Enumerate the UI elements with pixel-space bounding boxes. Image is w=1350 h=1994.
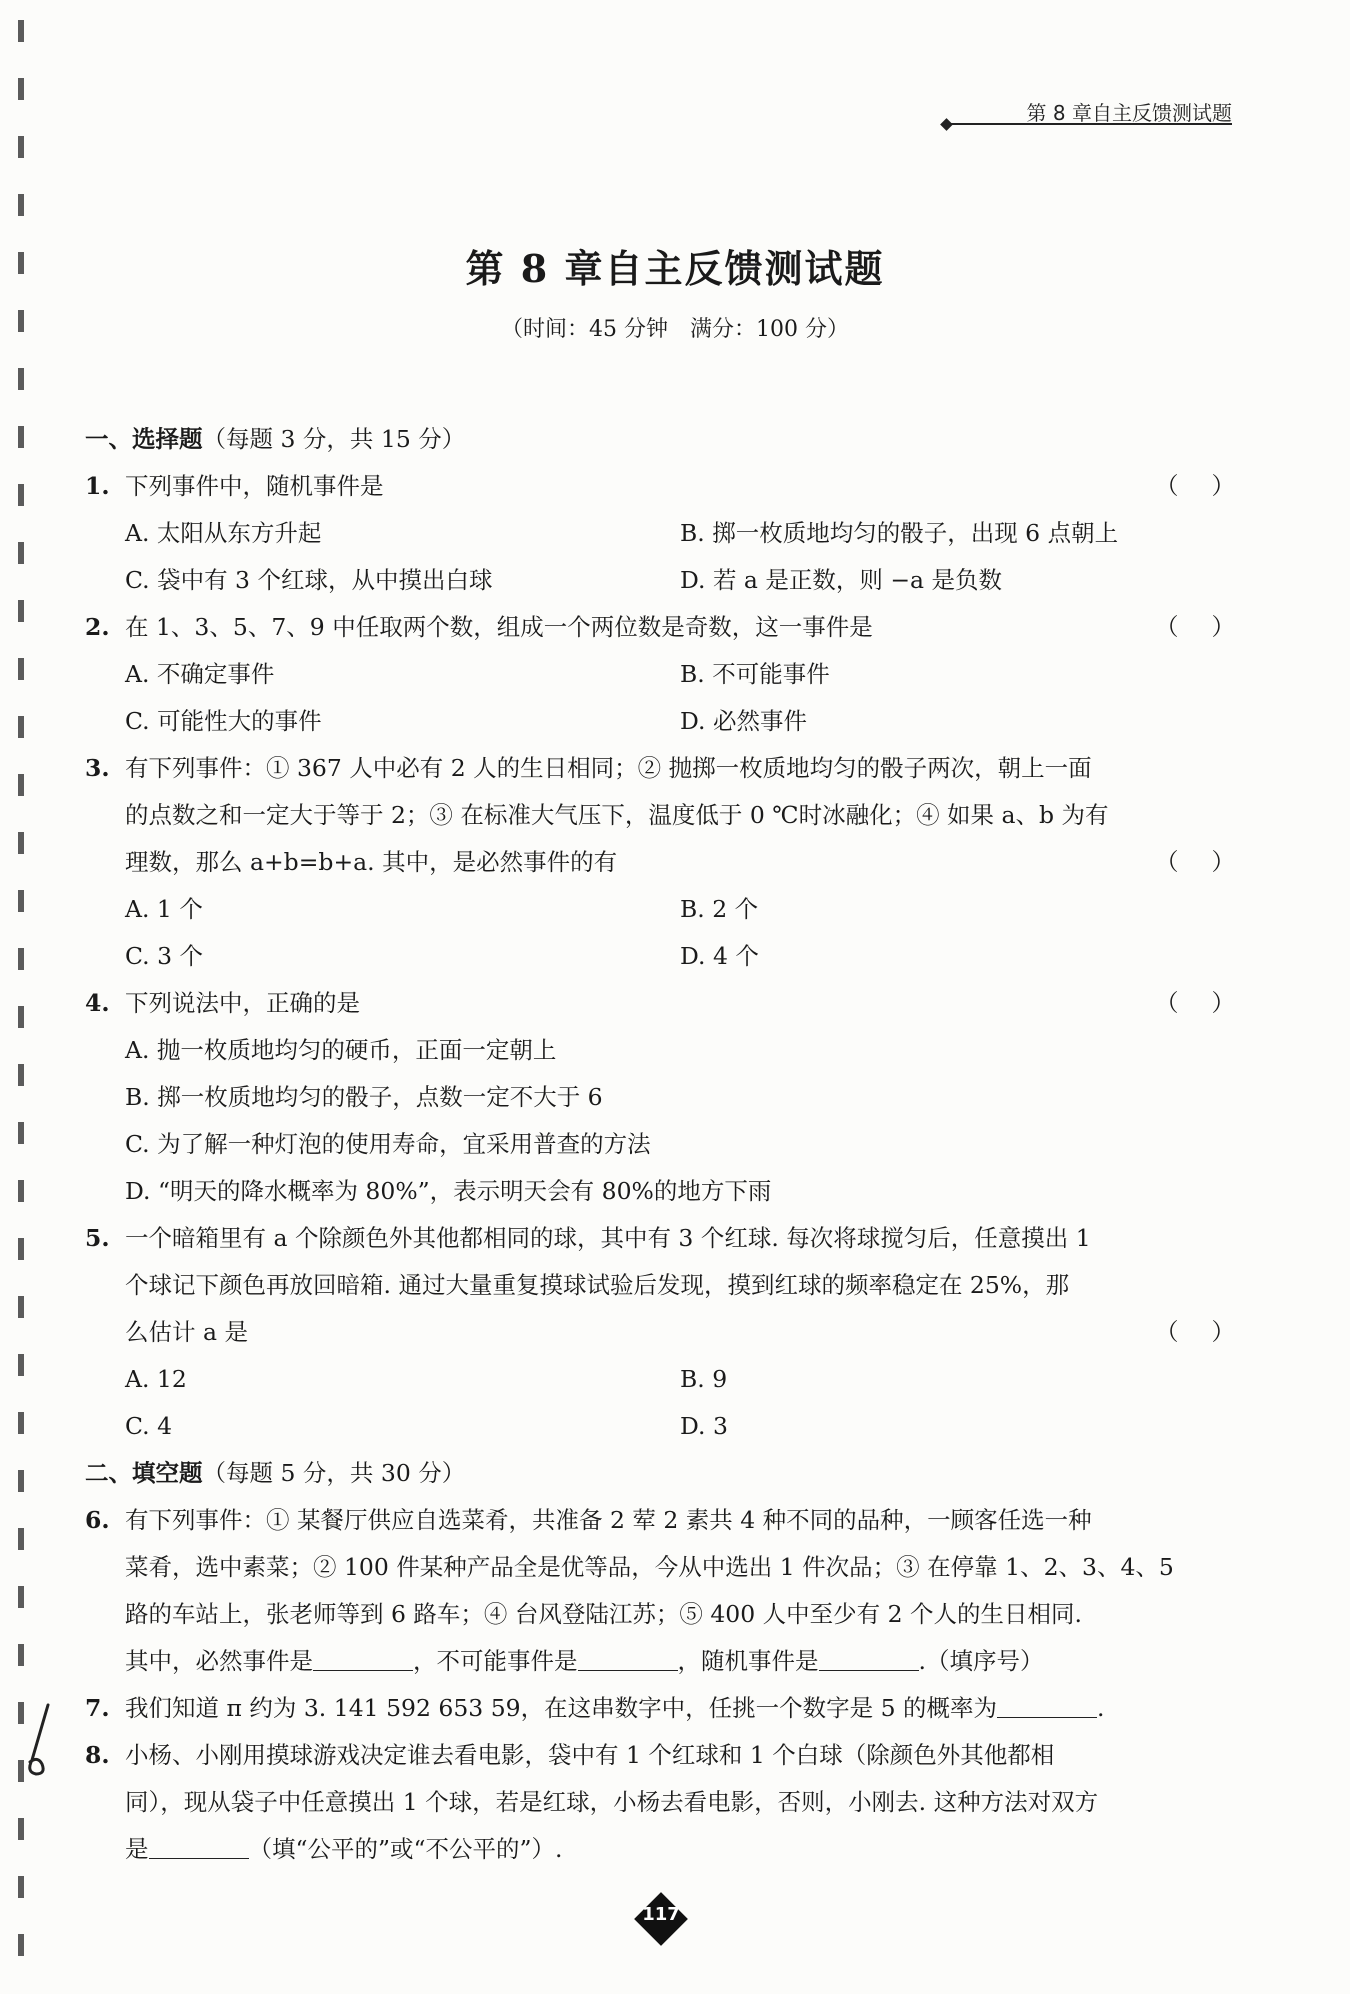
question-5 <box>85 1215 1235 1262</box>
question-text: 在 1、3、5、7、9 中任取两个数，组成一个两位数是奇数，这一事件是 <box>125 613 873 641</box>
section-heading-fill <box>85 1450 1235 1497</box>
options-row <box>85 1403 1235 1450</box>
option-d: D. 必然事件 <box>680 707 807 735</box>
answer-bracket[interactable] <box>1155 604 1235 651</box>
answer-bracket[interactable] <box>1155 980 1235 1027</box>
header-chapter-tag: 第 8 章自主反馈测试题 <box>1026 101 1232 125</box>
options-row <box>85 1356 1235 1403</box>
option-d: D. 若 a 是正数，则 −a 是负数 <box>680 566 1003 594</box>
option-c: C. 3 个 <box>125 942 204 970</box>
question-text: 是 <box>125 1835 149 1863</box>
question-6 <box>85 1497 1235 1544</box>
section-heading-choice <box>85 416 1235 463</box>
option-a: A. 不确定事件 <box>125 660 275 688</box>
bracket-right: ） <box>1211 1318 1235 1346</box>
option-b: B. 掷一枚质地均匀的骰子，点数一定不大于 6 <box>125 1083 603 1111</box>
option-b: B. 2 个 <box>680 895 759 923</box>
answer-bracket[interactable] <box>1155 839 1235 886</box>
section-label: 二、填空题 <box>85 1459 203 1487</box>
answer-bracket[interactable] <box>1155 463 1235 510</box>
bracket-right: ） <box>1211 472 1235 500</box>
page-number-text: 117 <box>642 1904 680 1925</box>
question-text: 理数，那么 a+b=b+a. 其中，是必然事件的有 <box>125 848 618 876</box>
question-text: 下列事件中，随机事件是 <box>125 472 384 500</box>
option-b: B. 不可能事件 <box>680 660 830 688</box>
question-text: 我们知道 π 约为 3. 141 592 653 59，在这串数字中，任挑一个数字是 5 的概率为 <box>125 1694 998 1722</box>
question-number: 6. <box>85 1506 110 1534</box>
question-text-line: 个球记下颜色再放回暗箱. 通过大量重复摸球试验后发现，摸到红球的频率稳定在 25%，那 <box>125 1271 1070 1299</box>
bracket-right: ） <box>1211 989 1235 1017</box>
option-c: C. 可能性大的事件 <box>125 707 322 735</box>
option-c: C. 袋中有 3 个红球，从中摸出白球 <box>125 566 493 594</box>
question-text: ，随机事件是 <box>677 1647 819 1675</box>
answer-blank[interactable] <box>997 1689 1097 1718</box>
question-number: 3. <box>85 754 110 782</box>
question-number: 5. <box>85 1224 110 1252</box>
question-text-line <box>85 839 1235 886</box>
question-text-line: 菜肴，选中素菜；② 100 件某种产品全是优等品，今从中选出 1 件次品；③ 在停靠 1、2、3、4、5 <box>125 1553 1174 1581</box>
question-text: 一个暗箱里有 a 个除颜色外其他都相同的球，其中有 3 个红球. 每次将球搅匀后，任意摸出 1 <box>125 1224 1091 1252</box>
question-text: 小杨、小刚用摸球游戏决定谁去看电影，袋中有 1 个红球和 1 个白球（除颜色外其他都相 <box>125 1741 1055 1769</box>
question-text-line: 路的车站上，张老师等到 6 路车；④ 台风登陆江苏；⑤ 400 人中至少有 2 个人的生日相同. <box>125 1600 1083 1628</box>
options-row <box>85 557 1235 604</box>
options-row <box>85 698 1235 745</box>
section-label: 一、选择题 <box>85 425 203 453</box>
option-c: C. 为了解一种灯泡的使用寿命，宜采用普查的方法 <box>125 1130 651 1158</box>
page-title: 第 8 章自主反馈测试题 <box>465 246 885 291</box>
question-2 <box>85 604 1235 651</box>
question-text: 么估计 a 是 <box>125 1318 248 1346</box>
bracket-left: （ <box>1155 613 1179 641</box>
question-number: 8. <box>85 1741 110 1769</box>
question-text: .（填序号） <box>918 1647 1044 1675</box>
question-text: 有下列事件：① 367 人中必有 2 人的生日相同；② 抛掷一枚质地均匀的骰子两次，朝上一面 <box>125 754 1092 782</box>
question-text-line: 的点数之和一定大于等于 2；③ 在标准大气压下，温度低于 0 ℃时冰融化；④ 如果 a、b 为有 <box>125 801 1109 829</box>
question-text: ，不可能事件是 <box>413 1647 578 1675</box>
question-8 <box>85 1732 1235 1779</box>
options-row <box>85 886 1235 933</box>
question-1 <box>85 463 1235 510</box>
bracket-right: ） <box>1211 613 1235 641</box>
question-text: 下列说法中，正确的是 <box>125 989 360 1017</box>
question-7 <box>85 1685 1235 1732</box>
page-subtitle: （时间：45 分钟 满分：100 分） <box>501 317 849 342</box>
option-b: B. 9 <box>680 1365 728 1393</box>
question-text: . <box>1097 1694 1105 1722</box>
bracket-left: （ <box>1155 1318 1179 1346</box>
options-row <box>85 651 1235 698</box>
question-text: 其中，必然事件是 <box>125 1647 313 1675</box>
bracket-left: （ <box>1155 848 1179 876</box>
question-number: 1. <box>85 472 110 500</box>
answer-blank[interactable] <box>819 1642 919 1671</box>
answer-blank[interactable] <box>578 1642 678 1671</box>
option-a: A. 太阳从东方升起 <box>125 519 322 547</box>
bracket-left: （ <box>1155 472 1179 500</box>
option-b: B. 掷一枚质地均匀的骰子，出现 6 点朝上 <box>680 519 1119 547</box>
option-d: D. “明天的降水概率为 80%”，表示明天会有 80%的地方下雨 <box>125 1177 772 1205</box>
question-number: 4. <box>85 989 110 1017</box>
section-note: （每题 3 分，共 15 分） <box>202 425 466 453</box>
question-text-line <box>85 1826 1235 1873</box>
question-4 <box>85 980 1235 1027</box>
option-a: A. 抛一枚质地均匀的硬币，正面一定朝上 <box>125 1036 557 1064</box>
answer-bracket[interactable] <box>1155 1309 1235 1356</box>
option-a: A. 12 <box>125 1365 187 1393</box>
question-text-line <box>85 1309 1235 1356</box>
section-note: （每题 5 分，共 30 分） <box>202 1459 466 1487</box>
question-content <box>85 416 1235 1873</box>
question-number: 2. <box>85 613 110 641</box>
bracket-right: ） <box>1211 848 1235 876</box>
question-3 <box>85 745 1235 792</box>
options-row <box>85 933 1235 980</box>
option-a: A. 1 个 <box>125 895 203 923</box>
answer-blank[interactable] <box>149 1830 249 1859</box>
question-number: 7. <box>85 1694 110 1722</box>
question-text: （填“公平的”或“不公平的”）. <box>248 1835 563 1863</box>
option-d: D. 4 个 <box>680 942 759 970</box>
option-d: D. 3 <box>680 1412 728 1440</box>
question-text-line <box>85 1638 1235 1685</box>
page-number <box>634 1892 688 1946</box>
running-header <box>940 95 1232 131</box>
pen-mark-icon <box>18 1700 68 1780</box>
bracket-left: （ <box>1155 989 1179 1017</box>
option-c: C. 4 <box>125 1412 173 1440</box>
answer-blank[interactable] <box>313 1642 413 1671</box>
options-row <box>85 510 1235 557</box>
question-text: 有下列事件：① 某餐厅供应自选菜肴，共准备 2 荤 2 素共 4 种不同的品种，一顾客任选一种 <box>125 1506 1092 1534</box>
question-text-line: 同），现从袋子中任意摸出 1 个球，若是红球，小杨去看电影，否则，小刚去. 这种方法对双方 <box>125 1788 1099 1816</box>
